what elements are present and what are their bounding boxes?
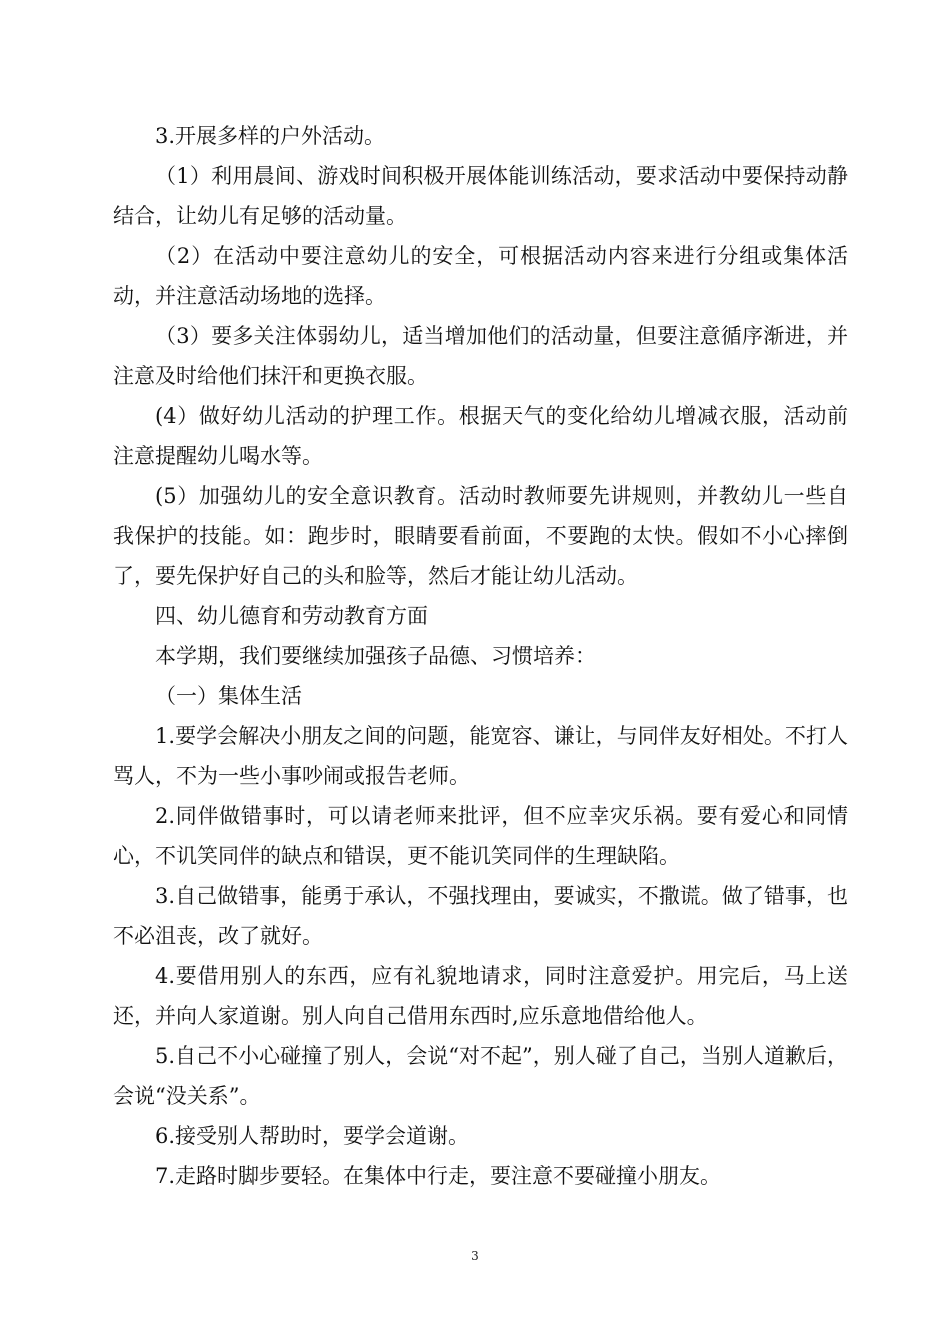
list-item-5: 5.自己不小心碰撞了别人，会说“对不起”，别人碰了自己，当别人道歉后，会说“没关系”。: [113, 1044, 848, 1108]
paragraph-outdoor-activities: 3.开展多样的户外活动。: [155, 124, 386, 148]
paragraph-item-3: （3）要多关注体弱幼儿，适当增加他们的活动量，但要注意循序渐进，并注意及时给他们抹汗和更换衣服。: [113, 324, 848, 388]
list-item-7: 7.走路时脚步要轻。在集体中行走，要注意不要碰撞小朋友。: [155, 1164, 722, 1188]
paragraph-item-4: (4）做好幼儿活动的护理工作。根据天气的变化给幼儿增减衣服，活动前注意提醒幼儿喝水等。: [113, 404, 848, 468]
list-item-4: 4.要借用别人的东西，应有礼貌地请求，同时注意爱护。用完后，马上送还，并向人家道谢。别人向自己借用东西时,应乐意地借给他人。: [113, 964, 848, 1028]
paragraph-item-2: （2）在活动中要注意幼儿的安全，可根据活动内容来进行分组或集体活动，并注意活动场地的选择。: [113, 244, 848, 308]
paragraph-item-5: (5）加强幼儿的安全意识教育。活动时教师要先讲规则，并教幼儿一些自我保护的技能。如：跑步时，眼睛要看前面，不要跑的太快。假如不小心摔倒了，要先保护好自己的头和脸等，然后才能让幼儿活动。: [113, 484, 848, 588]
page-number: 3: [471, 1249, 479, 1263]
paragraph-semester-intro: 本学期，我们要继续加强孩子品德、习惯培养：: [155, 644, 596, 668]
list-item-1: 1.要学会解决小朋友之间的问题，能宽容、谦让，与同伴友好相处。不打人骂人，不为一些小事吵闹或报告老师。: [113, 724, 848, 788]
list-item-6: 6.接受别人帮助时，要学会道谢。: [155, 1124, 470, 1148]
paragraph-item-1: （1）利用晨间、游戏时间积极开展体能训练活动，要求活动中要保持动静结合，让幼儿有足够的活动量。: [113, 164, 848, 228]
list-item-2: 2.同伴做错事时，可以请老师来批评，但不应幸灾乐祸。要有爱心和同情心，不讥笑同伴的缺点和错误，更不能讥笑同伴的生理缺陷。: [113, 804, 848, 868]
list-item-3: 3.自己做错事，能勇于承认，不强找理由，要诚实，不撒谎。做了错事，也不必沮丧，改了就好。: [113, 884, 848, 948]
document-body: [113, 116, 848, 1196]
section-heading-moral-labor: 四、幼儿德育和劳动教育方面: [155, 604, 428, 628]
subsection-heading-collective-life: （一）集体生活: [155, 684, 302, 708]
